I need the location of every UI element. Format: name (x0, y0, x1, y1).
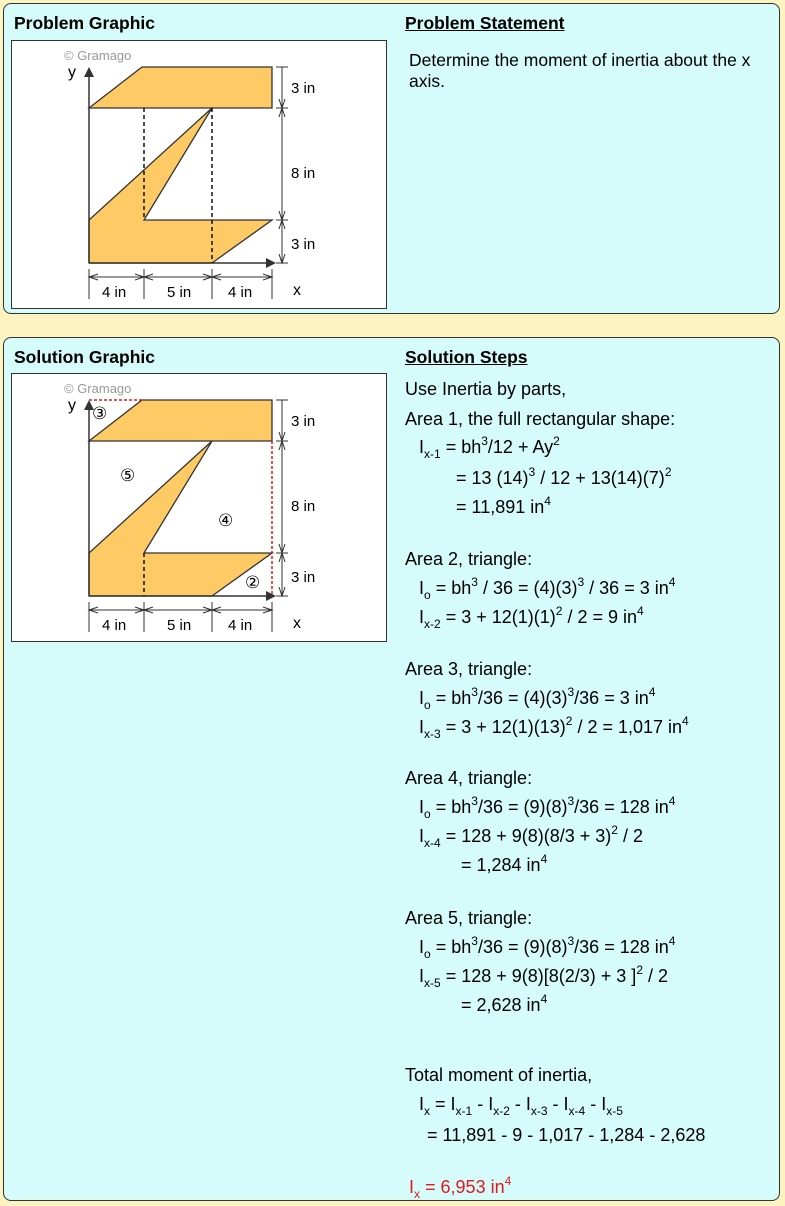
area2-line1: $I_o = bh^3 / 36 = (4)(3)^3 / 36 = 3$ $in^4$ (419, 575, 676, 602)
dimension-center: 5 in (167, 284, 192, 301)
area5-line2: $I_{x-5} = 128 + 9(8)[8(2/3) + 3$ ]$^2$ / 2 (419, 963, 669, 990)
area2-title: Area 2, triangle: (405, 549, 533, 569)
problem-statement: Determine the moment of inertia about the x axis. (409, 50, 751, 91)
copyright-text: © Gramago (64, 48, 132, 63)
y-axis-label: y (68, 397, 76, 414)
dimension-left: 4 in (102, 617, 127, 634)
dimension-bot: 3 in (291, 236, 316, 253)
z-shape (89, 67, 272, 263)
area1-line3: = 11,891 $in^4$ (456, 494, 551, 517)
y-axis-arrow (84, 67, 94, 77)
problem-graphic-heading: Problem Graphic (14, 13, 156, 33)
dimension-top: 3 in (291, 413, 316, 430)
area-2-label: ② (245, 573, 261, 592)
area5-title: Area 5, triangle: (405, 908, 533, 928)
dimension-right: 4 in (228, 284, 253, 301)
total-title: Total moment of inertia, (405, 1065, 593, 1085)
area5-line1: $I_o = bh^3/36 = (9)(8)^3/36 = 128$ $in^4$ (419, 934, 676, 961)
solution-graphic-heading: Solution Graphic (14, 347, 155, 367)
problem-z-shape-diagram (12, 41, 388, 310)
solution-steps-heading: Solution Steps (405, 347, 528, 367)
area4-line2: $I_{x-4} = 128 + 9(8)(8/3 + 3)^2 / 2$ (419, 823, 643, 850)
dimension-mid: 8 in (291, 165, 316, 182)
area-3-label: ③ (92, 404, 108, 423)
area5-line3: = 2,628 $in^4$ (461, 992, 548, 1015)
area1-line2: = 13 $(14)^3 / 12 + 13(14)(7)^2$ (456, 465, 672, 488)
dimension-bot: 3 in (291, 569, 316, 586)
solution-panel (3, 337, 780, 1201)
x-axis-label: x (293, 615, 301, 632)
x-axis-arrow (266, 591, 276, 601)
problem-figure (11, 40, 387, 309)
area4-line1: $I_o = bh^3/36 = (9)(8)^3/36 = 128$ $in^4$ (419, 794, 676, 821)
solution-figure (11, 373, 387, 642)
dimension-center: 5 in (167, 617, 192, 634)
total-line2: = 11,891 - 9 - 1,017 - 1,284 - 2,628 (427, 1125, 706, 1145)
dimension-right: 4 in (228, 617, 253, 634)
area4-title: Area 4, triangle: (405, 768, 533, 788)
problem-panel (3, 3, 780, 314)
dimension-top: 3 in (291, 80, 316, 97)
steps-intro: Use Inertia by parts, (405, 379, 567, 399)
area1-line1: $I_{x-1} = bh^3/12 + Ay^2$ (419, 434, 560, 461)
dimension-left: 4 in (102, 284, 127, 301)
area1-title: Area 1, the full rectangular shape: (405, 409, 676, 429)
problem-statement-heading: Problem Statement (405, 13, 565, 33)
area4-line3: = 1,284 $in^4$ (461, 852, 548, 875)
area2-line2: $I_{x-2} = 3 + 12(1)(1)^2 / 2 = 9$ $in^4$ (419, 604, 644, 631)
x-axis-arrow (266, 258, 276, 268)
total-line1: $I_x = I_{x-1} - I_{x-2} - I_{x-3} - I_{x-4} - I_{x-5}$ (419, 1094, 623, 1118)
solution-z-shape-diagram (12, 374, 388, 643)
area3-line1: $I_o = bh^3/36 = (4)(3)^3/36 = 3$ $in^4$ (419, 685, 656, 712)
area3-line2: $I_{x-3} = 3 + 12(1)(13)^2 / 2 = 1,017$ $in^4$ (419, 714, 689, 741)
area3-title: Area 3, triangle: (405, 659, 533, 679)
x-axis-label: x (293, 282, 301, 299)
y-axis-label: y (68, 64, 76, 81)
dimension-mid: 8 in (291, 498, 316, 515)
area-5-label: ⑤ (120, 466, 136, 485)
final-answer: $I_x = 6,953$ $in^4$ (409, 1174, 512, 1201)
copyright-text: © Gramago (64, 381, 132, 396)
area-4-label: ④ (218, 511, 234, 530)
z-shape (89, 400, 272, 596)
